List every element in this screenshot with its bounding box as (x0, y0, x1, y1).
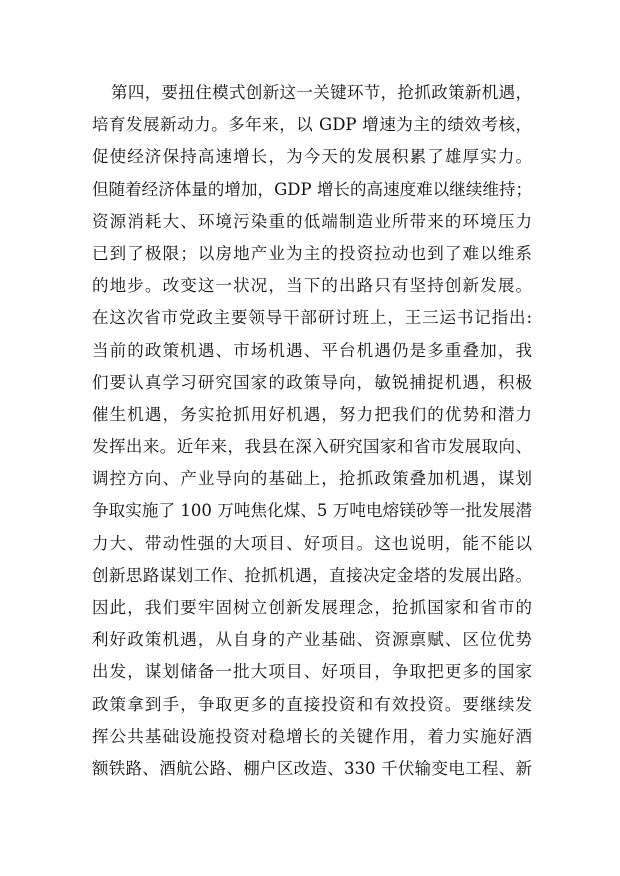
text-line: 当前的政策机遇、市场机遇、平台机遇仍是多重叠加，我 (92, 340, 532, 360)
text-line: 们要认真学习研究国家的政策导向，敏锐捕捉机遇，积极 (92, 372, 532, 392)
text-line: 力大、带动性强的大项目、好项目。这也说明，能不能以 (92, 533, 532, 553)
text-line: 但随着经济体量的增加，GDP 增长的高速度难以继续维持； (92, 179, 532, 199)
text-line: 争取实施了 100 万吨焦化煤、5 万吨电熔镁砂等一批发展潜 (92, 501, 532, 521)
body-paragraph (92, 77, 532, 785)
text-line: 利好政策机遇，从自身的产业基础、资源禀赋、区位优势 (92, 630, 532, 650)
text-line: 出发，谋划储备一批大项目、好项目，争取把更多的国家 (92, 662, 532, 682)
text-line: 因此，我们要牢固树立创新发展理念，抢抓国家和省市的 (92, 598, 532, 617)
text-line: 催生机遇，务实抢抓用好机遇，努力把我们的优势和潜力 (92, 404, 532, 424)
text-line: 发挥出来。近年来，我县在深入研究国家和省市发展取向、 (92, 437, 532, 457)
text-line: 已到了极限；以房地产业为主的投资拉动也到了难以维系 (92, 243, 532, 263)
text-line: 第四，要扭住模式创新这一关键环节，抢抓政策新机遇， (111, 83, 532, 102)
text-line: 创新思路谋划工作、抢抓机遇，直接决定金塔的发展出路。 (92, 565, 532, 585)
text-line: 促使经济保持高速增长，为今天的发展积累了雄厚实力。 (92, 147, 532, 167)
text-line: 调控方向、产业导向的基础上，抢抓政策叠加机遇，谋划 (92, 469, 532, 489)
text-line: 挥公共基础设施投资对稳增长的关键作用，着力实施好酒 (92, 726, 532, 746)
text-line: 政策拿到手，争取更多的直接投资和有效投资。要继续发 (92, 694, 532, 714)
text-line: 资源消耗大、环境污染重的低端制造业所带来的环境压力 (92, 211, 532, 231)
text-line: 培育发展新动力。多年来，以 GDP 增速为主的绩效考核， (92, 115, 532, 135)
text-line: 在这次省市党政主要领导干部研讨班上，王三运书记指出: (92, 308, 532, 328)
text-line: 的地步。改变这一状况，当下的出路只有坚持创新发展。 (92, 276, 532, 296)
text-line: 额铁路、酒航公路、棚户区改造、330 千伏输变电工程、新 (92, 758, 532, 778)
